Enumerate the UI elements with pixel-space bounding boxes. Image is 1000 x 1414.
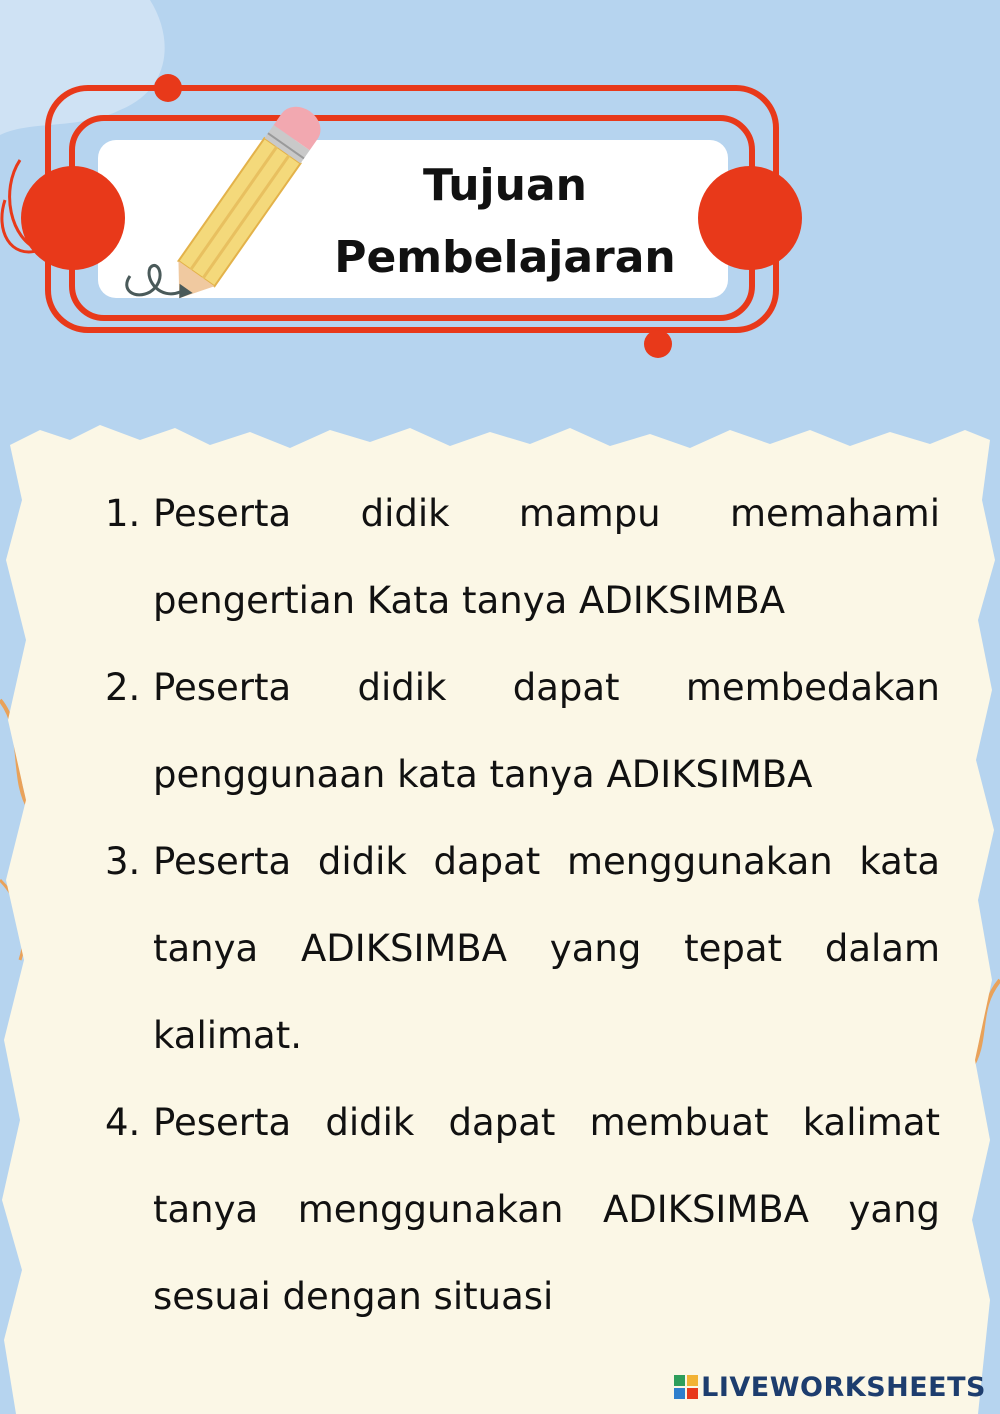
- page-title-line2: Pembelajaran: [334, 232, 676, 283]
- objective-text: Peserta didik dapat membuat kalimat tanya menggunakan ADIKSIMBA yang sesuai dengan situasi: [153, 1101, 940, 1318]
- page-title-line1: Tujuan: [423, 160, 587, 211]
- banner-knob-top: [154, 74, 182, 102]
- brand-label: LIVEWORKSHEETS: [701, 1372, 986, 1403]
- objective-text: Peserta didik dapat menggunakan kata tanya ADIKSIMBA yang tepat dalam kalimat.: [153, 840, 940, 1057]
- corner-blob: [0, 0, 165, 135]
- header-banner: [21, 74, 802, 358]
- liveworksheets-logo-icon: [674, 1375, 698, 1399]
- objective-number: 1.: [105, 492, 141, 535]
- banner-dot-left: [21, 166, 125, 270]
- objective-number: 4.: [105, 1101, 141, 1144]
- objective-number: 3.: [105, 840, 141, 883]
- objective-item: [105, 1079, 940, 1340]
- banner-knob-bottom: [644, 330, 672, 358]
- objective-item: [105, 818, 940, 1079]
- objectives-list: [105, 470, 940, 1340]
- liveworksheets-brand[interactable]: [674, 1372, 986, 1403]
- objective-item: [105, 644, 940, 818]
- objective-text: Peserta didik dapat membedakan penggunaan kata tanya ADIKSIMBA: [153, 666, 940, 796]
- objective-item: [105, 470, 940, 644]
- objective-number: 2.: [105, 666, 141, 709]
- objective-text: Peserta didik mampu memahami pengertian Kata tanya ADIKSIMBA: [153, 492, 940, 622]
